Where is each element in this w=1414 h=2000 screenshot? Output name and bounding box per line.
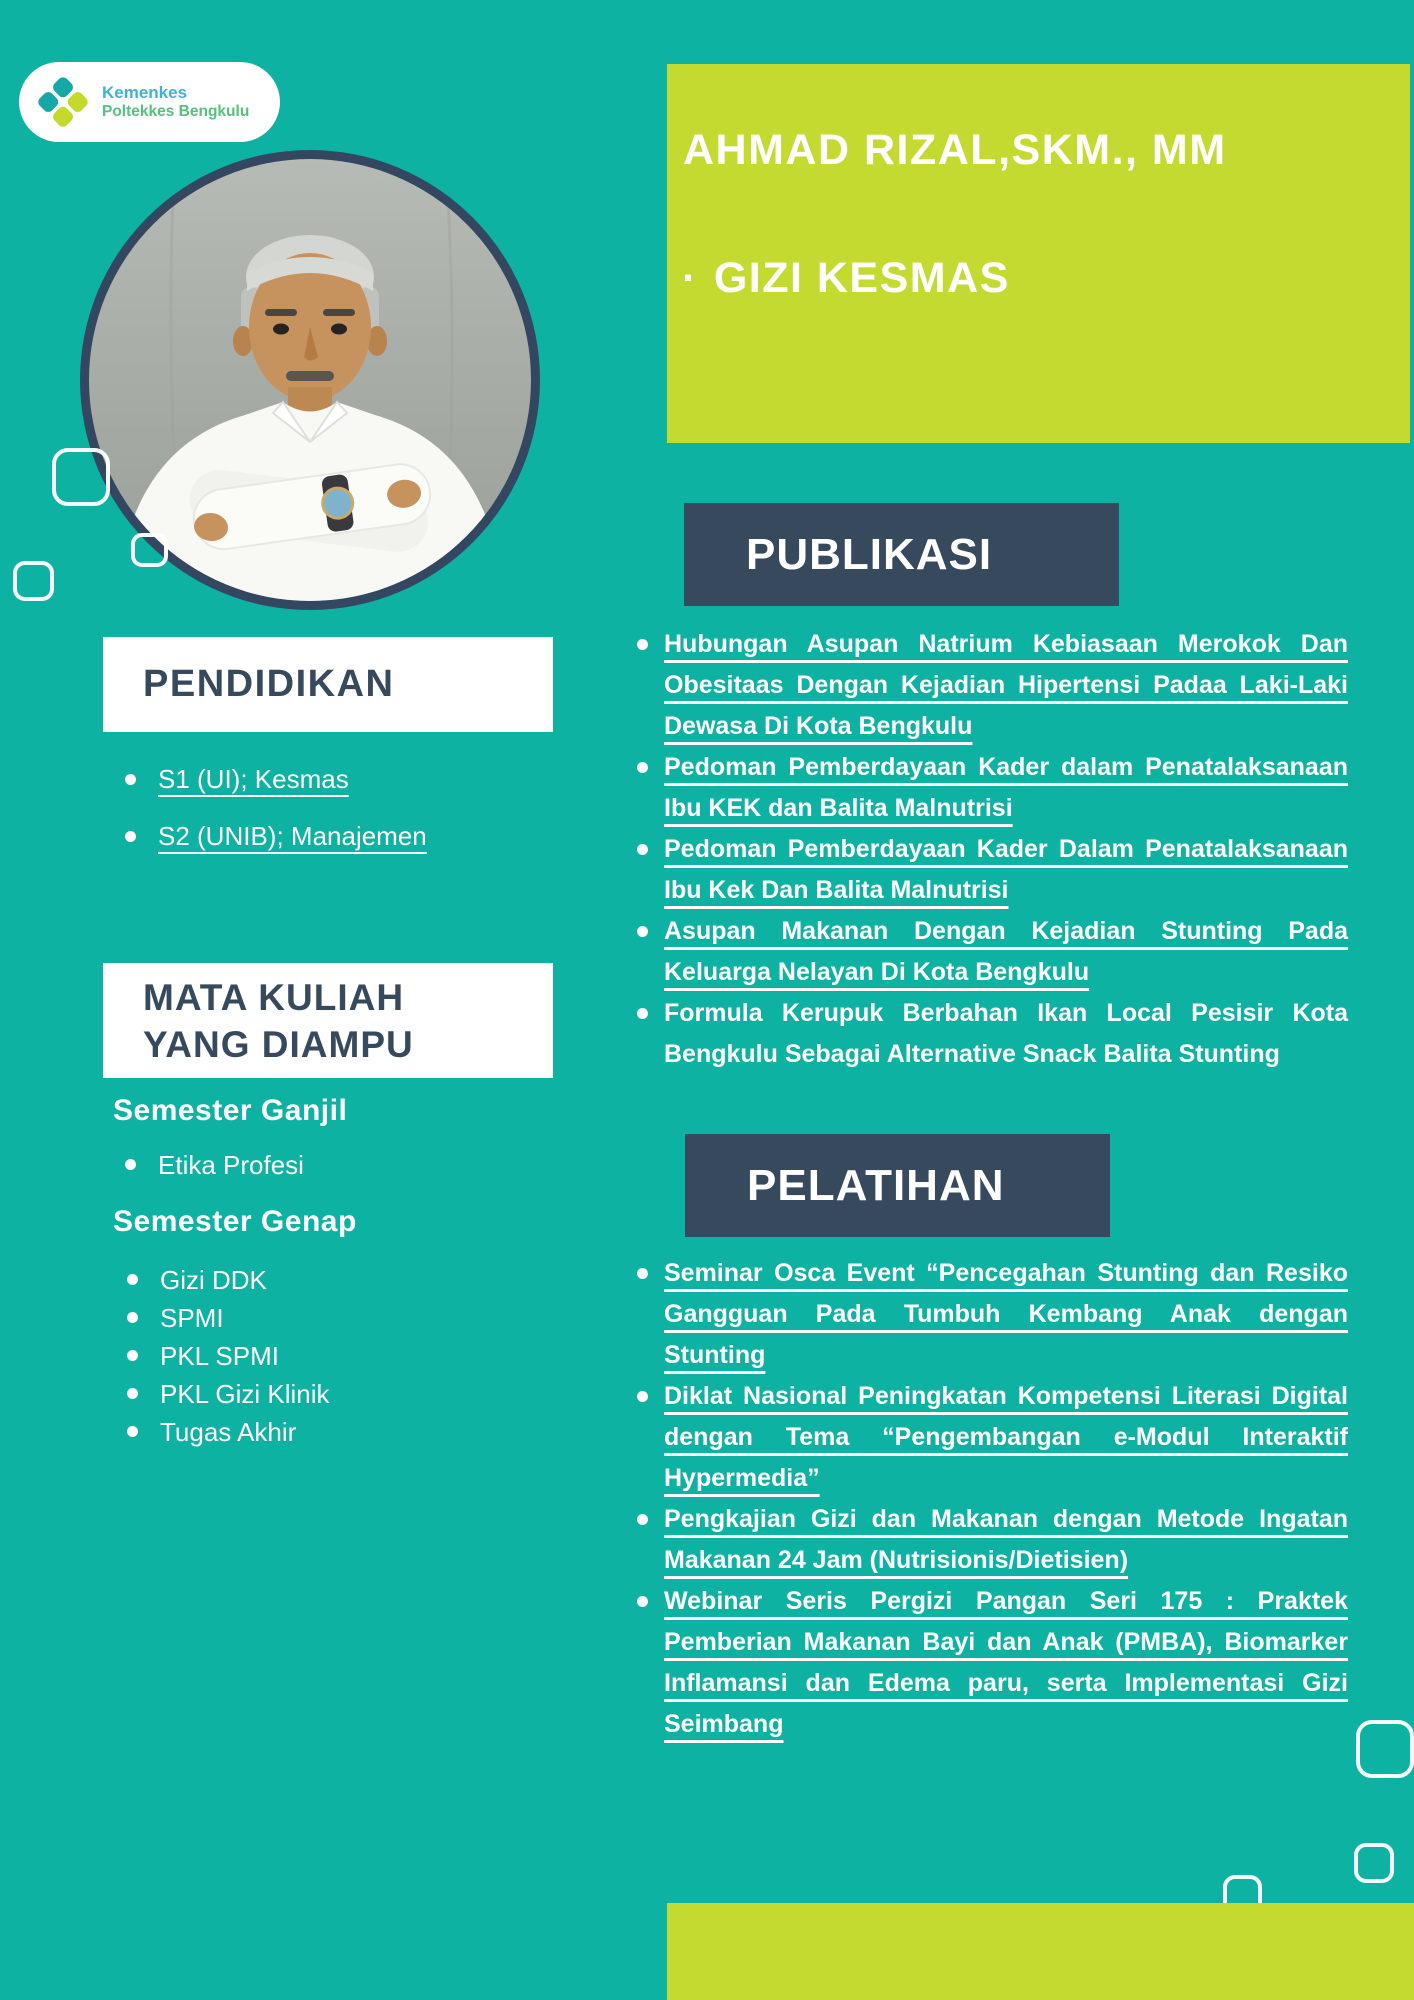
publication-item: Hubungan Asupan Natrium Kebiasaan Merokok Dan Obesitaas Dengan Kejadian Hipertensi Padaa Laki-Laki Dewasa Di Kota Bengkulu: [664, 624, 1348, 747]
course-item: PKL SPMI: [160, 1337, 330, 1375]
even-semester-list: [160, 1261, 330, 1451]
decor-rounded-square: [52, 448, 110, 506]
publication-item: Asupan Makanan Dengan Kejadian Stunting Pada Keluarga Nelayan Di Kota Bengkulu: [664, 911, 1348, 993]
courses-title-box: [103, 963, 553, 1078]
course-item: Gizi DDK: [160, 1261, 330, 1299]
publications-title: PUBLIKASI: [746, 530, 993, 579]
publication-item: Pedoman Pemberdayaan Kader Dalam Penatalaksanaan Ibu Kek Dan Balita Malnutrisi: [664, 829, 1348, 911]
even-semester-heading: Semester Genap: [113, 1205, 357, 1238]
courses-title: MATA KULIAH YANG DIAMPU: [143, 977, 414, 1065]
person-name: AHMAD RIZAL,SKM., MM: [683, 126, 1227, 174]
education-item: S2 (UNIB); Manajemen: [158, 808, 427, 865]
course-item: Etika Profesi: [158, 1146, 304, 1184]
publication-item: Formula Kerupuk Berbahan Ikan Local Pesisir Kota Bengkulu Sebagai Alternative Snack Balita Stunting: [664, 993, 1348, 1075]
education-item: S1 (UI); Kesmas: [158, 751, 427, 808]
bottom-accent-strip: [667, 1903, 1414, 2000]
course-item: PKL Gizi Klinik: [160, 1375, 330, 1413]
training-item: Diklat Nasional Peningkatan Kompetensi Literasi Digital dengan Tema “Pengembangan e-Modul Interaktif Hypermedia”: [664, 1376, 1348, 1499]
odd-semester-list: [158, 1146, 304, 1184]
course-item: SPMI: [160, 1299, 330, 1337]
decor-rounded-square: [1354, 1843, 1394, 1883]
education-title-box: [103, 637, 553, 732]
publication-item: Pedoman Pemberdayaan Kader dalam Penatalaksanaan Ibu KEK dan Balita Malnutrisi: [664, 747, 1348, 829]
trainings-list: [664, 1253, 1348, 1745]
bullet-dot: ·: [682, 254, 698, 302]
decor-rounded-square: [1356, 1720, 1414, 1778]
header-band: [667, 64, 1410, 443]
field-label: GIZI KESMAS: [713, 254, 1010, 302]
training-item: Seminar Osca Event “Pencegahan Stunting dan Resiko Gangguan Pada Tumbuh Kembang Anak dengan Stunting: [664, 1253, 1348, 1376]
education-title: PENDIDIKAN: [143, 663, 395, 705]
field-of-expertise: [682, 254, 1010, 303]
kemenkes-clover-icon: [34, 73, 92, 131]
publications-list: [664, 624, 1348, 1075]
decor-rounded-square: [131, 533, 168, 567]
institution-logo: [19, 62, 280, 142]
logo-org-name: Kemenkes: [102, 83, 188, 103]
decor-rounded-square: [13, 561, 54, 601]
training-item: Webinar Seris Pergizi Pangan Seri 175 : Praktek Pemberian Makanan Bayi dan Anak (PMBA), Biomarker Inflamansi dan Edema paru, serta Implementasi Gizi Seimbang: [664, 1581, 1348, 1745]
publications-title-box: [684, 503, 1119, 606]
course-item: Tugas Akhir: [160, 1413, 330, 1451]
trainings-title: PELATIHAN: [747, 1161, 1005, 1210]
training-item: Pengkajian Gizi dan Makanan dengan Metode Ingatan Makanan 24 Jam (Nutrisionis/Dietisien): [664, 1499, 1348, 1581]
logo-campus-name: Poltekkes Bengkulu: [102, 102, 250, 120]
odd-semester-heading: Semester Ganjil: [113, 1094, 348, 1127]
logo-text: [102, 83, 249, 120]
trainings-title-box: [685, 1134, 1110, 1237]
education-list: [158, 751, 427, 865]
